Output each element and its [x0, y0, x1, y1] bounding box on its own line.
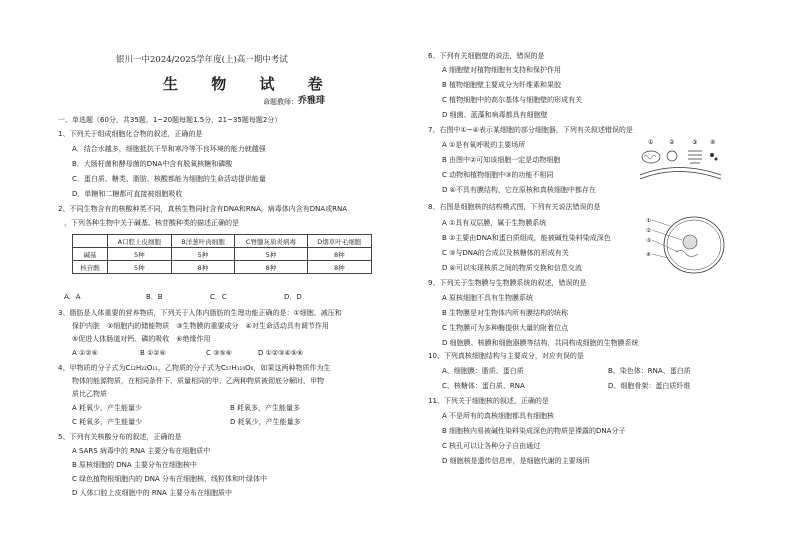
q8-option-a: A ①具有双层膜，属于生物膜系统 — [442, 219, 547, 227]
fig-label: ① — [646, 218, 651, 224]
q1-option-c: C．蛋白质、糖类、脂肪、核酸都能为细胞的生命活动提供能量 — [72, 175, 266, 183]
fig-label: ① — [648, 139, 654, 146]
table-cell: D烟草叶毛细胞 — [307, 235, 371, 248]
q2-stem-line2: ，下列各种生物中关于碱基、核苷酸种类的描述正确的是 — [64, 219, 239, 227]
fig-label: ④ — [646, 252, 651, 258]
q7-option-a: A ①是有氧呼吸的主要场所 — [442, 141, 526, 149]
q3-option-c: C ③⑤⑥ — [206, 349, 232, 357]
q8-stem: 8、右图是细胞核的结构模式图，下列有关说法错误的是 — [428, 203, 601, 211]
q1-option-b: B．大肠杆菌和酵母菌的DNA中含有脱氧核糖和磷酸 — [72, 160, 233, 168]
q10-option-c: C、核糖体：蛋白质、RNA — [442, 382, 525, 390]
table-cell: A口腔上皮细胞 — [108, 235, 172, 248]
q10-option-d: D、细胞骨架：蛋白质纤维 — [608, 382, 691, 390]
table-cell: C脊髓灰质炎病毒 — [235, 235, 307, 248]
table-row — [73, 235, 372, 248]
q1-option-d: D．单糖和二糖都可直接被细胞吸收 — [72, 190, 183, 198]
q2-option-a: A．A — [64, 293, 81, 301]
q2-table — [72, 234, 372, 274]
q2-option-b: B．B — [146, 293, 163, 301]
q3-stem-line2: 保护内脏 ②细胞内的储能物质 ③生物膜的重要成分 ④对生命活动具有调节作用 — [72, 322, 329, 330]
nucleus-figure — [646, 212, 728, 276]
q7-option-c: C 动物和植物细胞中③的功能不相同 — [442, 171, 554, 179]
table-cell: B洋葱叶肉细胞 — [171, 235, 235, 248]
q10-option-a: A、细胞膜：脂质、蛋白质 — [442, 367, 524, 375]
q9-option-b: B 生物膜是对生物体内所有膜结构的统称 — [442, 309, 569, 317]
q11-option-a: A 不是所有的真核细胞都具有细胞核 — [442, 412, 555, 420]
centriole-shape — [667, 151, 677, 161]
school-header: 银川一中2024/2025学年度(上)高一期中考试 — [116, 55, 288, 65]
q4-option-b: B 耗氧多，产生能量多 — [230, 404, 301, 412]
table-cell: 5种 — [171, 248, 235, 261]
q3-option-b: B ①②⑥ — [140, 349, 166, 357]
golgi-shape — [688, 151, 702, 163]
q1-option-a: A．结合水越多，细胞抵抗干旱和寒冷等不良环境的能力就越强 — [72, 145, 266, 153]
organelles-figure — [638, 135, 723, 190]
table-cell: 5种 — [235, 248, 307, 261]
table-cell: 5种 — [108, 248, 172, 261]
q5-option-c: C 绿色植物根细胞内的 DNA 分布在细胞核、线粒体和叶绿体中 — [72, 475, 267, 483]
table-cell: 8种 — [171, 261, 235, 274]
q11-option-d: D 细胞核是遗传信息库，是细胞代谢的主要场所 — [442, 457, 590, 465]
q5-option-a: A SARS 病毒中的 RNA 主要分布在细胞质中 — [72, 447, 211, 455]
q8-option-d: D ④可以实现核质之间的物质交换和信息交流 — [442, 264, 582, 272]
fig-label: ③ — [692, 139, 698, 146]
table-cell: 碱基 — [73, 248, 108, 261]
q2-option-d: D．D — [284, 293, 302, 301]
q2-option-c: C．C — [210, 293, 227, 301]
table-row — [73, 248, 372, 261]
table-cell: 8种 — [307, 248, 371, 261]
q6-stem: 6、下列有关细胞壁的说法，错误的是 — [428, 52, 545, 60]
q10-stem: 10、下列真核细胞结构与主要成分，对应有误的是 — [428, 352, 584, 360]
q6-option-c: C 植物细胞中的高尔基体与细胞壁的形成有关 — [442, 96, 583, 104]
table-cell — [73, 235, 108, 248]
q5-stem: 5、下列有关核酸分布的叙述，正确的是 — [58, 433, 182, 441]
author-label: 命题教师： — [263, 98, 298, 106]
q7-stem: 7、右图中①~④表示某细胞的部分细胞器，下列有关叙述错误的是 — [428, 126, 633, 134]
q4-option-d: D 耗氧少，产生能量多 — [230, 418, 301, 426]
nucleolus-shape — [683, 235, 697, 249]
q4-option-c: C 耗氧多，产生能量少 — [72, 418, 143, 426]
mitochondrion-shape — [642, 151, 660, 163]
q3-stem-line3: ⑤促进人体肠道对钙、磷的吸收 ⑥绝缘作用 — [72, 335, 211, 343]
q2-stem-line1: 2、不同生物含有的核酸种类不同，真核生物同时含有DNA和RNA，病毒体内含有DNA或RNA — [58, 205, 348, 213]
q3-option-a: A ①②⑥ — [72, 349, 98, 357]
ribosome-shape — [710, 153, 714, 157]
table-row — [73, 261, 372, 274]
q1-stem: 1、下列关于组成细胞化合物的叙述，正确的是 — [58, 130, 203, 138]
q7-option-d: D ④不具有膜结构，它在原核和真核细胞中都存在 — [442, 186, 596, 194]
q6-option-d: D 细菌、蓝藻和病毒都具有细胞壁 — [442, 111, 548, 119]
q9-stem: 9、下列关于生物膜与生物膜系统的叙述，错误的是 — [428, 279, 587, 287]
q6-option-b: B 植物细胞壁主要成分为纤维素和果胶 — [442, 81, 562, 89]
q4-stem-line2: 物体的能源物质，在相同条件下，质量相同的甲、乙两种物质被彻底分解时，甲物 — [72, 377, 324, 385]
q4-stem-line3: 质比乙物质 — [72, 390, 107, 398]
fig-label: ③ — [646, 238, 651, 244]
table-cell: 核苷酸 — [73, 261, 108, 274]
chromatin-shape — [676, 250, 698, 256]
q8-option-c: C ③与DNA的合成以及核糖体的形成有关 — [442, 249, 569, 257]
q11-option-c: C 核孔可以让各种分子自由通过 — [442, 442, 541, 450]
q3-stem-line1: 3、脂肪是人体重要的营养物质，下列关于人体内脂肪的生理功能正确的是：①细胞、减压和 — [58, 309, 342, 317]
table-cell: 8种 — [235, 261, 307, 274]
fig-label: ② — [669, 139, 675, 146]
table-cell: 8种 — [307, 261, 371, 274]
fig-label: ② — [646, 228, 651, 234]
fig-label: ④ — [710, 139, 716, 146]
q9-option-a: A 原核细胞不具有生物膜系统 — [442, 294, 534, 302]
author-name: 乔雅琲 — [298, 96, 326, 106]
table-cell: 5种 — [108, 261, 172, 274]
q11-stem: 11、下列关于细胞核的叙述，正确的是 — [428, 397, 549, 405]
q4-stem-line1: 4、甲物质的分子式为C₁₂H₂₂O₁₁，乙物质的分子式为C₅₇H₁₁₀O₆，如果这两种物质作为生 — [58, 364, 331, 372]
q9-option-d: D 细胞膜、核膜和细胞器膜等结构，共同构成细胞的生物膜系统 — [442, 339, 639, 347]
q11-option-b: B 细胞核内易被碱性染料染成深色的物质是裸露的DNA分子 — [442, 427, 626, 435]
q9-option-c: C 生物膜可为多种酶提供大量的附着位点 — [442, 324, 569, 332]
q8-option-b: B ②主要由DNA和蛋白质组成，能被碱性染料染成深色 — [442, 234, 611, 242]
page-title: 生 物 试 卷 — [163, 75, 337, 93]
q5-option-d: D 人体口腔上皮细胞中的 RNA 主要分布在细胞质中 — [72, 489, 232, 497]
q5-option-b: B 原核细胞的 DNA 主要分布在细胞核中 — [72, 461, 197, 469]
q7-option-b: B 由图中②可知该细胞一定是动物细胞 — [442, 156, 561, 164]
q10-option-b: B、染色体：RNA、蛋白质 — [608, 367, 691, 375]
section-heading: 一、单选题（60分，共35题，1~20题每题1.5分，21~35题每题2分） — [58, 116, 282, 124]
q3-option-d: D ①②③④⑤⑥ — [258, 349, 304, 357]
q4-option-a: A 耗氧少，产生能量少 — [72, 404, 143, 412]
q6-option-a: A 细胞壁对植物细胞有支持和保护作用 — [442, 66, 562, 74]
